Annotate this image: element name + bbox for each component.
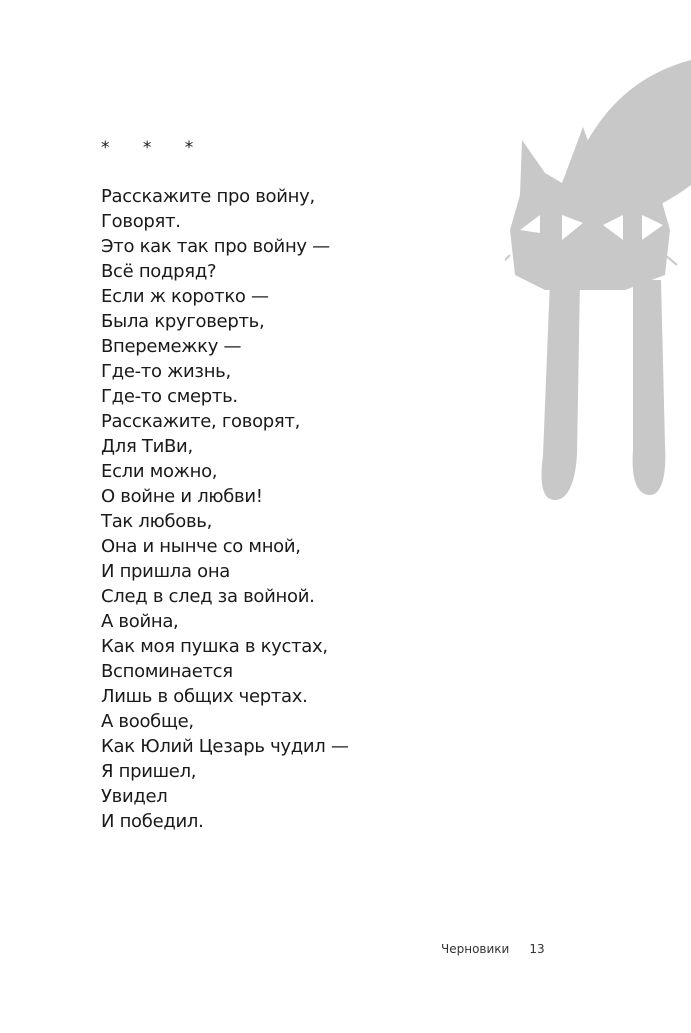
poem-line: Увидел (101, 786, 168, 807)
poem-line: Лишь в общих чертах. (101, 686, 308, 707)
poem-text (101, 184, 349, 834)
poem-line: Расскажите, говорят, (101, 411, 301, 432)
poem-line: Как моя пушка в кустах, (101, 636, 328, 657)
poem-line: Вспоминается (101, 661, 233, 682)
poem-line: Всё подряд? (101, 261, 217, 282)
poem-line: Так любовь, (101, 511, 213, 532)
section-ornament: * * * (101, 138, 208, 158)
poem-line: Как Юлий Цезарь чудил — (101, 736, 349, 757)
book-title: Черновики (441, 942, 510, 956)
poem-line: Вперемежку — (101, 336, 242, 357)
poem-line: Где-то смерть. (101, 386, 238, 407)
poem-line: Для ТиВи, (101, 436, 193, 457)
cat-illustration (505, 55, 691, 505)
poem-line: Я пришел, (101, 761, 197, 782)
poem-line: А вообще, (101, 711, 194, 732)
poem-line: Это как так про войну — (101, 236, 330, 257)
poem-line: Расскажите про войну, (101, 186, 315, 207)
cat-silhouette (505, 60, 691, 500)
page-number: 13 (529, 942, 545, 956)
poem-line: Где-то жизнь, (101, 361, 231, 382)
poem-line: След в след за войной. (101, 586, 315, 607)
poem-line: Она и нынче со мной, (101, 536, 301, 557)
page-footer (441, 942, 545, 956)
poem-line: Если можно, (101, 461, 218, 482)
poem-line: Если ж коротко — (101, 286, 269, 307)
poem-line: И победил. (101, 811, 204, 832)
poem-line: Говорят. (101, 211, 181, 232)
poem-line: О войне и любви! (101, 486, 263, 507)
poem-line: А война, (101, 611, 179, 632)
poem-line: И пришла она (101, 561, 231, 582)
poem-line: Была круговерть, (101, 311, 265, 332)
